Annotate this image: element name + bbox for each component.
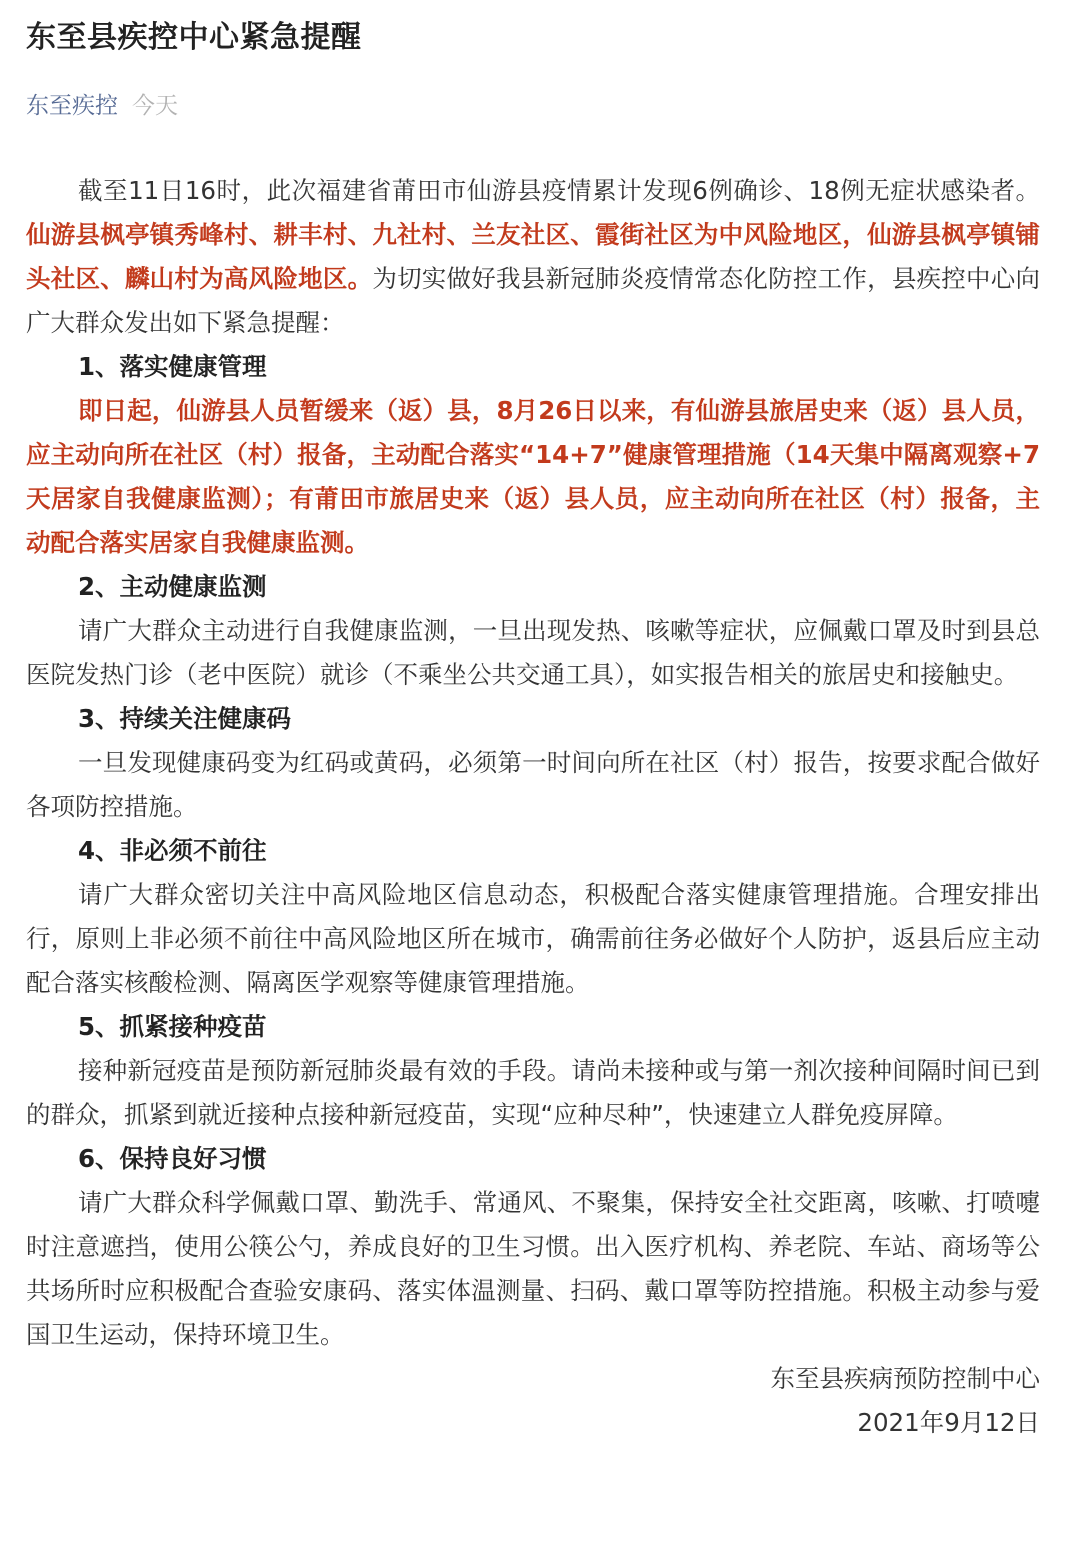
intro-paragraph — [26, 169, 1040, 345]
section-heading-2: 2、主动健康监测 — [78, 572, 267, 601]
section-heading-1: 1、落实健康管理 — [78, 352, 267, 381]
section-text-1: 即日起，仙游县人员暂缓来（返）县，8月26日以来，有仙游县旅居史来（返）县人员，应主动向所在社区（村）报备，主动配合落实“14+7”健康管理措施（14天集中隔离观察+7天居家自我健康监测）；有莆田市旅居史来（返）县人员，应主动向所在社区（村）报备，主动配合落实居家自我健康监测。 — [26, 396, 1040, 557]
section-text-3: 一旦发现健康码变为红码或黄码，必须第一时间向所在社区（村）报告，按要求配合做好各项防控措施。 — [26, 748, 1040, 821]
section-heading-4: 4、非必须不前往 — [78, 836, 267, 865]
section-heading-5: 5、抓紧接种疫苗 — [78, 1012, 267, 1041]
account-name-link[interactable]: 东至疾控 — [26, 93, 118, 119]
signature-organization: 东至县疾病预防控制中心 — [770, 1364, 1040, 1393]
signature-date: 2021年9月12日 — [857, 1408, 1040, 1437]
article-content — [26, 169, 1040, 1357]
intro-text: 截至11日16时，此次福建省莆田市仙游县疫情累计发现6例确诊、18例无症状感染者。 — [78, 176, 1040, 205]
section-text-2: 请广大群众主动进行自我健康监测，一旦出现发热、咳嗽等症状，应佩戴口罩及时到县总医院发热门诊（老中医院）就诊（不乘坐公共交通工具），如实报告相关的旅居史和接触史。 — [26, 616, 1040, 689]
section-heading-6: 6、保持良好习惯 — [78, 1144, 267, 1173]
risk-areas-text: 仙游县枫亭镇秀峰村、耕丰村、九社村、兰友社区、霞街社区为中风险地区，仙游县枫亭镇铺头社区、麟山村为高风险地区。 — [26, 220, 1040, 293]
section-heading-3: 3、持续关注健康码 — [78, 704, 292, 733]
article-meta — [26, 90, 1040, 122]
section-text-6: 请广大群众科学佩戴口罩、勤洗手、常通风、不聚集，保持安全社交距离，咳嗽、打喷嚏时注意遮挡，使用公筷公勺，养成良好的卫生习惯。出入医疗机构、养老院、车站、商场等公共场所时应积极配合查验安康码、落实体温测量、扫码、戴口罩等防控措施。积极主动参与爱国卫生运动，保持环境卫生。 — [26, 1188, 1040, 1349]
intro-text-continued: 为切实做好我县新冠肺炎疫情常态化防控工作，县疾控中心向广大群众发出如下紧急提醒： — [26, 264, 1041, 337]
article-title: 东至县疾控中心紧急提醒 — [26, 20, 362, 55]
section-text-5: 接种新冠疫苗是预防新冠肺炎最有效的手段。请尚未接种或与第一剂次接种间隔时间已到的群众，抓紧到就近接种点接种新冠疫苗，实现“应种尽种”，快速建立人群免疫屏障。 — [26, 1056, 1040, 1129]
section-text-4: 请广大群众密切关注中高风险地区信息动态，积极配合落实健康管理措施。合理安排出行，原则上非必须不前往中高风险地区所在城市，确需前往务必做好个人防护，返县后应主动配合落实核酸检测、隔离医学观察等健康管理措施。 — [26, 880, 1040, 997]
publish-date: 今天 — [132, 93, 178, 119]
